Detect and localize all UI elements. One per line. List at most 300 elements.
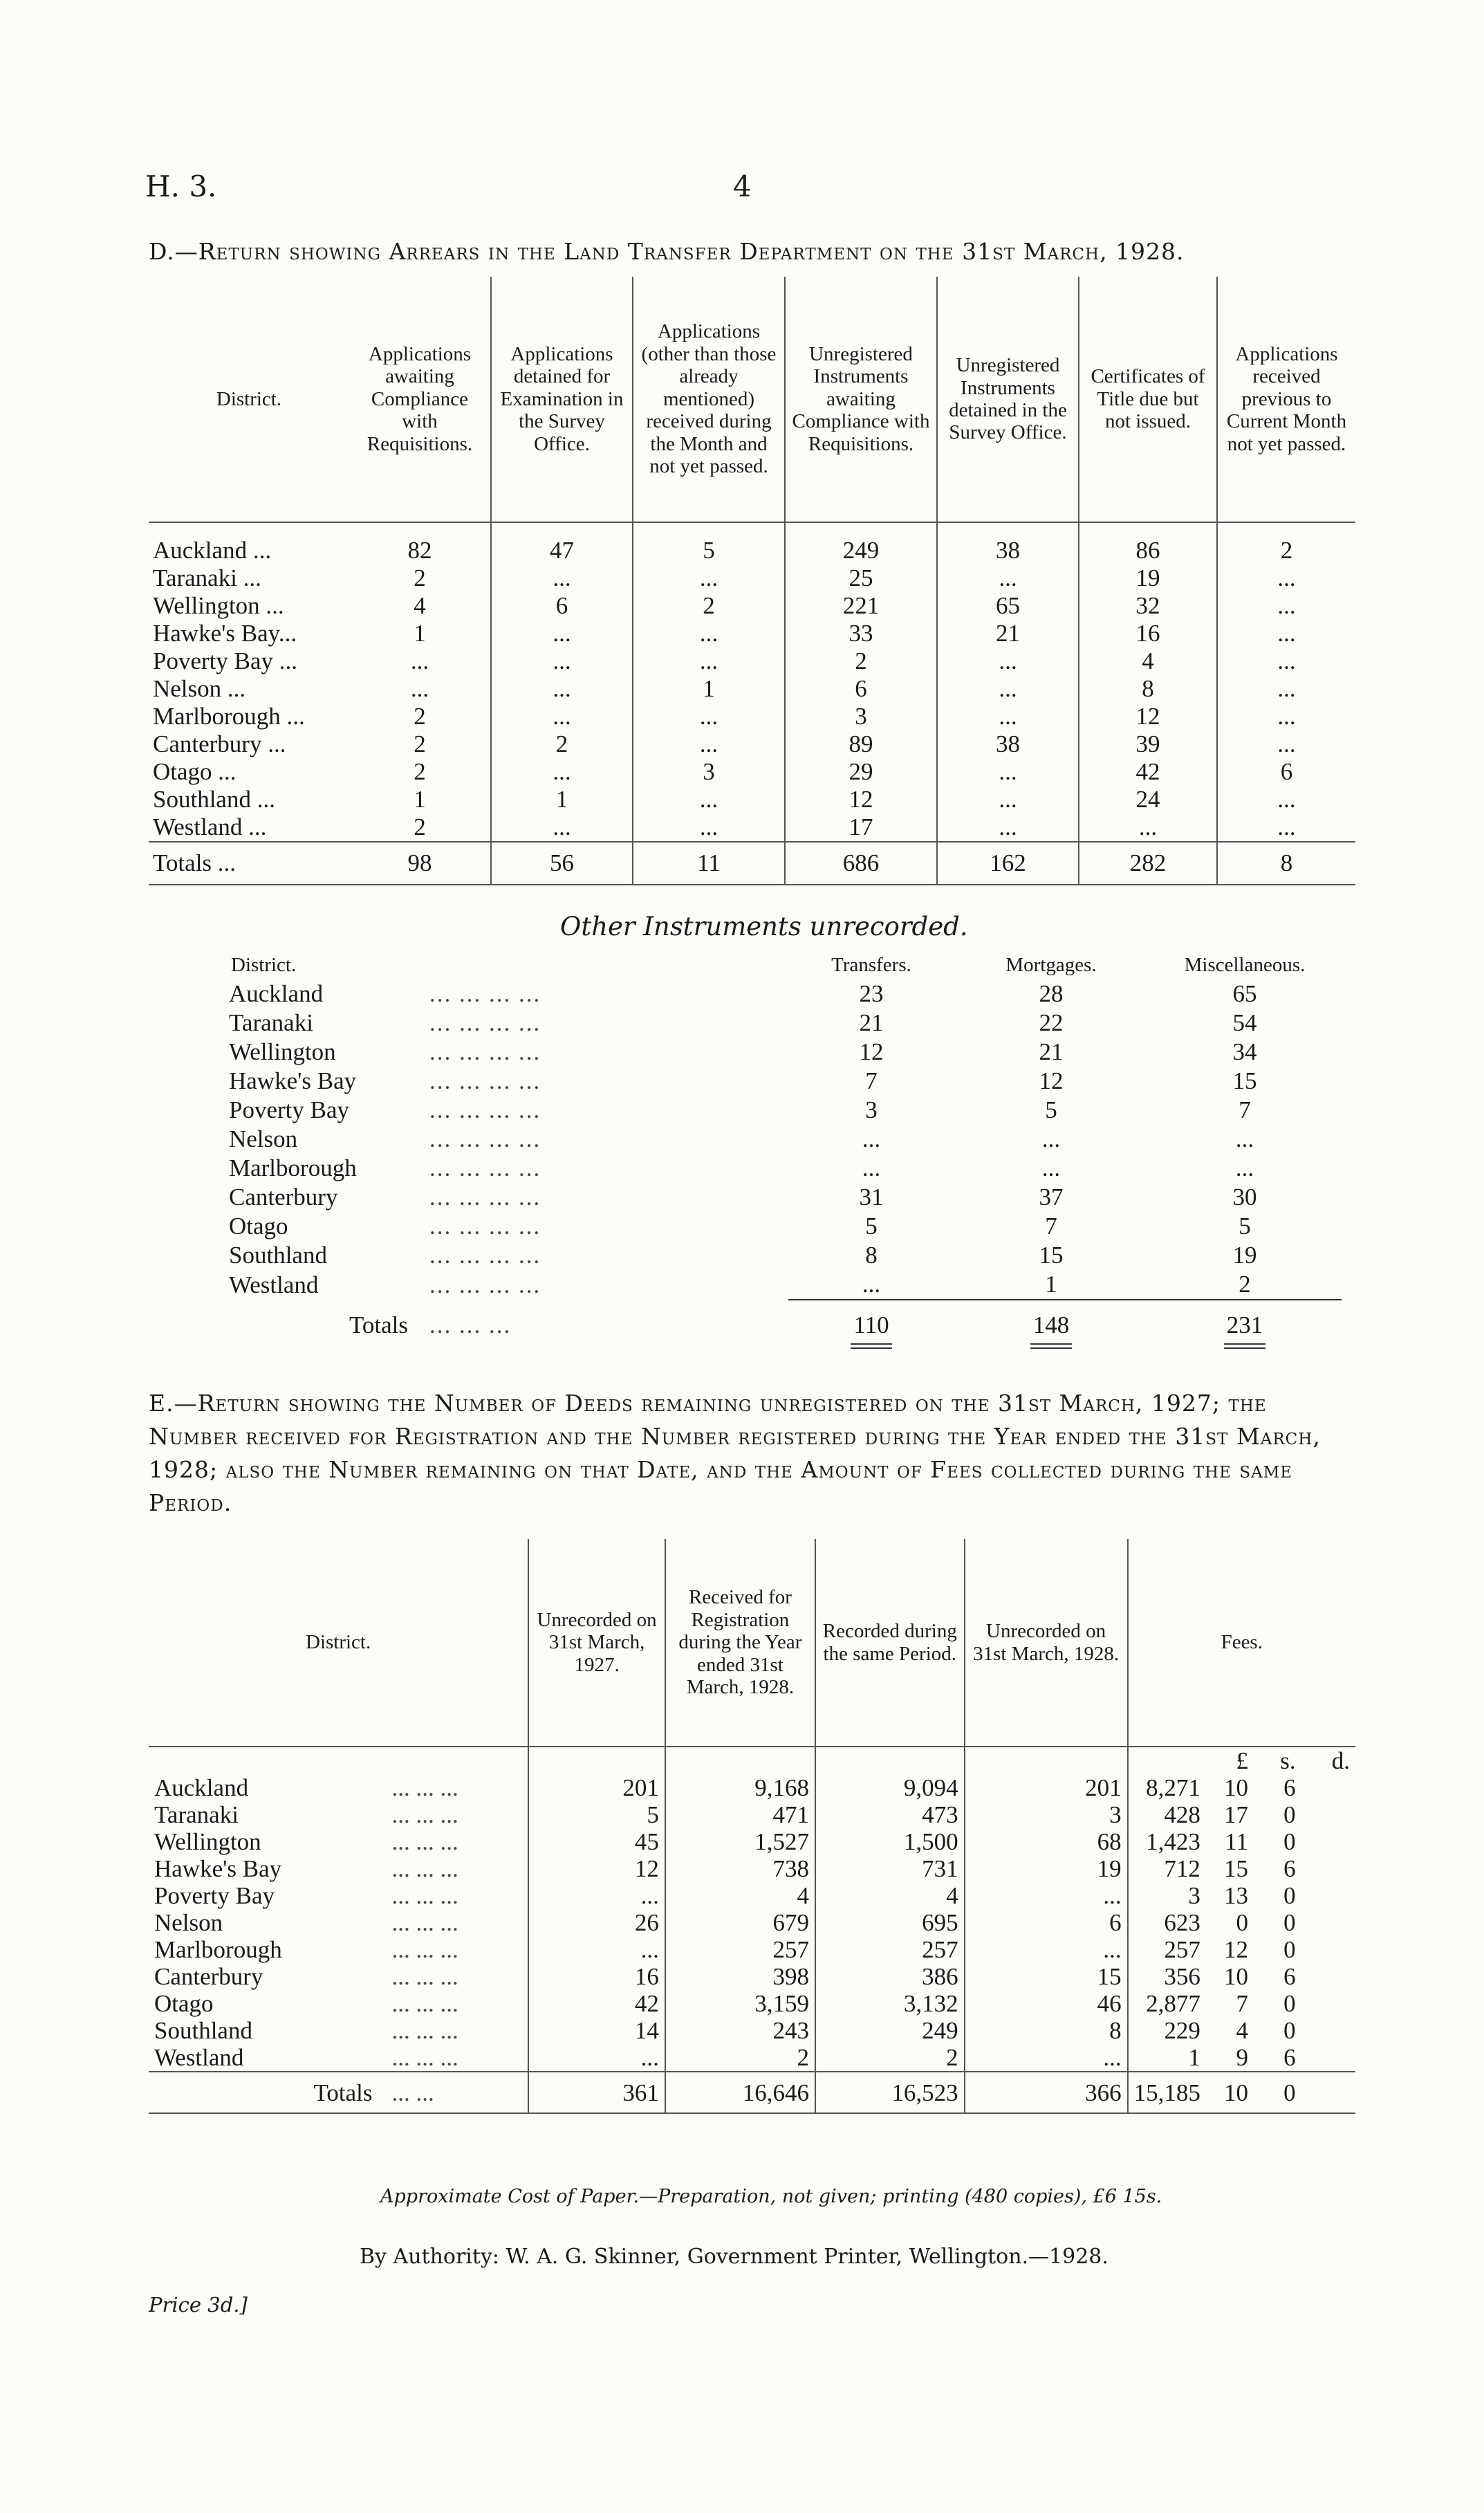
district-cell: Nelson xyxy=(154,1909,223,1936)
leader-dots: ... ... ... xyxy=(391,1882,458,1909)
shillings-unit: s. xyxy=(1280,1747,1296,1774)
total-cell: 231 xyxy=(1148,1300,1342,1350)
col-previous-not-passed: Applications received previous to Current Month not yet passed. xyxy=(1217,277,1355,522)
table-cell: ... xyxy=(410,647,429,674)
fee-shillings: 17 xyxy=(1223,1801,1248,1828)
totals-row xyxy=(149,2072,1355,2113)
cost-note: Approximate Cost of Paper.—Preparation, not given; printing (480 copies), £6 15s. xyxy=(380,2186,1162,2207)
district-cell: Westland ... xyxy=(153,813,267,840)
table-row xyxy=(228,1183,1342,1212)
page-header-code: H. 3. xyxy=(145,169,217,203)
fee-pounds: 8,271 xyxy=(1128,1774,1206,1801)
table-cell: 249 xyxy=(815,2017,965,2044)
table-cell: 2 xyxy=(414,730,426,757)
table-cell: 5 xyxy=(865,1213,878,1240)
table-cell: 23 xyxy=(859,980,884,1007)
table-cell: 28 xyxy=(1039,980,1064,1007)
table-cell: ... xyxy=(528,1882,665,1909)
district-cell: Marlborough xyxy=(154,1936,282,1963)
totals-row xyxy=(149,842,1355,885)
table-cell: 1 xyxy=(633,675,785,703)
table-cell: 6 xyxy=(965,1909,1128,1936)
table-cell: ... xyxy=(1217,620,1355,647)
fee-pounds: 2,877 xyxy=(1128,1990,1206,2017)
table-cell: 82 xyxy=(407,537,432,564)
table-cell: 695 xyxy=(815,1909,965,1936)
district-cell: Westland xyxy=(229,1271,319,1298)
district-cell: Canterbury xyxy=(154,1963,263,1990)
table-row xyxy=(228,1067,1342,1096)
table-cell: 68 xyxy=(965,1828,1128,1855)
leader-dots: ... ... ... ... xyxy=(429,1096,541,1123)
table-cell: 731 xyxy=(815,1855,965,1882)
table-cell: ... xyxy=(937,786,1079,813)
printer-authority: By Authority: W. A. G. Skinner, Government Printer, Wellington.—1928. xyxy=(360,2245,1109,2269)
table-cell: 2 xyxy=(785,647,937,675)
table-cell: 398 xyxy=(665,1963,815,1990)
table-cell: 21 xyxy=(1039,1038,1064,1065)
table-row xyxy=(149,564,1355,592)
table-cell: ... xyxy=(862,1154,881,1181)
table-cell: 32 xyxy=(1079,592,1217,620)
district-cell: Marlborough ... xyxy=(153,703,305,730)
table-cell: 361 xyxy=(528,2072,665,2113)
leader-dots: ... ... ... ... xyxy=(429,1067,541,1094)
table-cell: 7 xyxy=(1045,1213,1057,1240)
fee-shillings: 12 xyxy=(1223,1936,1248,1963)
table-cell: 2 xyxy=(414,703,426,730)
table-cell: ... xyxy=(633,564,785,592)
table-cell: 257 xyxy=(815,1936,965,1963)
table-cell: 38 xyxy=(937,522,1079,564)
table-cell: 15 xyxy=(965,1963,1128,1990)
district-cell: Auckland xyxy=(154,1774,249,1801)
fee-shillings: 10 xyxy=(1223,1963,1248,1990)
pounds-unit: £ xyxy=(1236,1747,1248,1774)
leader-dots: ... ... ... ... xyxy=(429,1038,541,1065)
table-cell: 6 xyxy=(1217,758,1355,786)
col-received: Received for Registration during the Year ended 31st March, 1928. xyxy=(665,1539,815,1747)
district-cell: Otago ... xyxy=(153,758,236,785)
table-row xyxy=(149,592,1355,620)
table-row xyxy=(149,730,1355,758)
fee-pence: 0 xyxy=(1283,2017,1296,2044)
district-cell: Taranaki xyxy=(229,1009,313,1036)
fee-pence: 0 xyxy=(1283,1828,1296,1855)
table-cell: 2 xyxy=(491,730,633,758)
total-cell: 282 xyxy=(1079,842,1217,885)
table-cell: ... xyxy=(633,620,785,647)
table-cell: ... xyxy=(1217,813,1355,842)
col-detained-survey: Applications detained for Examination in the Survey Office. xyxy=(491,277,633,522)
fee-pence: 6 xyxy=(1283,1774,1296,1801)
table-cell: 12 xyxy=(1079,703,1217,730)
table-cell: 2 xyxy=(815,2044,965,2072)
table-cell: 1,527 xyxy=(665,1828,815,1855)
col-district: District. xyxy=(149,277,349,522)
col-district: District. xyxy=(231,954,297,976)
table-row xyxy=(228,1038,1342,1067)
district-cell: Westland xyxy=(154,2044,244,2071)
table-cell: 257 xyxy=(665,1936,815,1963)
table-cell: ... xyxy=(491,703,633,730)
table-cell: 471 xyxy=(665,1801,815,1828)
col-transfers: Transfers. xyxy=(831,954,911,976)
district-cell: Otago xyxy=(154,1990,214,2017)
table-cell: 89 xyxy=(785,730,937,758)
fee-pounds: 623 xyxy=(1128,1909,1206,1936)
table-cell: ... xyxy=(1217,647,1355,675)
table-cell: ... xyxy=(1079,813,1217,842)
table-cell: ... xyxy=(633,786,785,813)
table-cell: 4 xyxy=(815,1882,965,1909)
fee-pounds: 356 xyxy=(1128,1963,1206,1990)
leader-dots: ... ... ... xyxy=(391,1828,458,1855)
fee-pence: 0 xyxy=(1283,1909,1296,1936)
district-cell: Southland ... xyxy=(153,786,275,813)
leader-dots: ... ... ... xyxy=(391,1855,458,1882)
section-d-title: D.—Return showing Arrears in the Land Transfer Department on the 31st March, 1928. xyxy=(149,238,1185,265)
table-cell: 386 xyxy=(815,1963,965,1990)
section-e-title: E.—Return showing the Number of Deeds remaining unregistered on the 31st March, 1927; the Number received for Registration and the Number registered during the Year ended the 31st March, 1928; also the Number remaining on that Date, and the Amount of Fees collected during the same Period. xyxy=(149,1390,1321,1516)
table-cell: ... xyxy=(965,1936,1128,1963)
fee-pence: 6 xyxy=(1283,1963,1296,1990)
table-cell: 249 xyxy=(785,522,937,564)
table-cell: 21 xyxy=(937,620,1079,647)
total-cell: 162 xyxy=(937,842,1079,885)
table-cell: ... xyxy=(937,564,1079,592)
table-cell: 46 xyxy=(965,1990,1128,2017)
table-cell: ... xyxy=(937,675,1079,703)
table-cell: ... xyxy=(1217,564,1355,592)
table-cell: ... xyxy=(633,647,785,675)
table-cell: ... xyxy=(491,758,633,786)
table-row xyxy=(228,1212,1342,1241)
table-cell: ... xyxy=(937,813,1079,842)
table-cell: 5 xyxy=(528,1801,665,1828)
district-cell: Canterbury xyxy=(229,1184,338,1211)
page-number: 4 xyxy=(733,169,752,203)
table-row xyxy=(228,1125,1342,1154)
table-cell: 2 xyxy=(414,813,426,840)
table-cell: ... xyxy=(633,703,785,730)
table-row xyxy=(149,1936,1355,1963)
fee-shillings: 0 xyxy=(1236,1909,1248,1936)
table-row xyxy=(149,675,1355,703)
table-cell: 39 xyxy=(1079,730,1217,758)
table-cell: 21 xyxy=(859,1009,884,1036)
table-cell: 42 xyxy=(1079,758,1217,786)
table-cell: 1 xyxy=(414,786,426,813)
table-row xyxy=(149,1963,1355,1990)
fee-shillings: 15 xyxy=(1223,1855,1248,1882)
table-cell: 42 xyxy=(528,1990,665,2017)
table-cell: ... xyxy=(491,813,633,842)
district-cell: Wellington xyxy=(229,1038,336,1065)
table-cell: 8 xyxy=(1079,675,1217,703)
fee-pence: 0 xyxy=(1283,1801,1296,1828)
totals-label: Totals ... xyxy=(149,842,349,885)
leader-dots: ... ... xyxy=(386,2072,528,2113)
table-cell: 26 xyxy=(528,1909,665,1936)
table-row xyxy=(149,620,1355,647)
table-cell: ... xyxy=(1217,592,1355,620)
table-cell: 33 xyxy=(785,620,937,647)
table-cell: 17 xyxy=(785,813,937,842)
table-cell: 15 xyxy=(1232,1067,1257,1094)
totals-row xyxy=(228,1300,1342,1350)
fee-pounds: 229 xyxy=(1128,2017,1206,2044)
district-cell: Otago xyxy=(229,1213,288,1240)
table-cell: 12 xyxy=(1039,1067,1064,1094)
table-cell: 14 xyxy=(528,2017,665,2044)
table-cell: 1,500 xyxy=(815,1828,965,1855)
table-row xyxy=(228,979,1342,1009)
table-cell: ... xyxy=(862,1125,881,1152)
table-cell: ... xyxy=(491,675,633,703)
leader-dots: ... ... ... xyxy=(429,1311,512,1338)
table-cell: 4 xyxy=(1079,647,1217,675)
fee-pounds: 1,423 xyxy=(1128,1828,1206,1855)
table-cell: 473 xyxy=(815,1801,965,1828)
district-cell: Hawke's Bay xyxy=(229,1067,357,1094)
leader-dots: ... ... ... ... xyxy=(429,980,541,1007)
table-cell: 3,159 xyxy=(665,1990,815,2017)
col-awaiting-compliance: Applications awaiting Compliance with Requisitions. xyxy=(349,277,491,522)
table-cell: 37 xyxy=(1039,1184,1064,1211)
leader-dots: ... ... ... xyxy=(391,1774,458,1801)
district-cell: Southland xyxy=(229,1242,327,1269)
table-cell: 221 xyxy=(785,592,937,620)
table-cell: 366 xyxy=(965,2072,1128,2113)
col-mortgages: Mortgages. xyxy=(1005,954,1097,976)
price-label: Price 3d.] xyxy=(149,2293,248,2317)
table-cell: 738 xyxy=(665,1855,815,1882)
fee-shillings: 9 xyxy=(1236,2044,1248,2071)
col-district: District. xyxy=(149,1539,528,1747)
table-cell: ... xyxy=(965,1882,1128,1909)
table-cell: 16,646 xyxy=(665,2072,815,2113)
table-row xyxy=(228,1154,1342,1183)
leader-dots: ... ... ... ... xyxy=(429,1184,541,1211)
table-cell: 243 xyxy=(665,2017,815,2044)
table-cell: 16,523 xyxy=(815,2072,965,2113)
table-cell: ... xyxy=(1235,1125,1254,1152)
table-cell: 5 xyxy=(1239,1213,1251,1240)
total-cell: 8 xyxy=(1217,842,1355,885)
leader-dots: ... ... ... xyxy=(391,1801,458,1828)
table-cell: 3 xyxy=(785,703,937,730)
table-cell: 201 xyxy=(965,1774,1128,1801)
table-cell: 2 xyxy=(414,564,426,591)
leader-dots: ... ... ... ... xyxy=(429,1009,541,1036)
table-cell: ... xyxy=(1217,703,1355,730)
table-cell: ... xyxy=(491,564,633,592)
table-cell: 65 xyxy=(1232,980,1257,1007)
table-cell: 86 xyxy=(1079,522,1217,564)
fee-pence: 0 xyxy=(1254,2072,1301,2113)
other-instruments-title: Other Instruments unrecorded. xyxy=(560,912,968,941)
fee-shillings: 13 xyxy=(1223,1882,1248,1909)
table-row xyxy=(149,813,1355,842)
district-cell: Taranaki ... xyxy=(153,564,261,591)
table-cell: 31 xyxy=(859,1184,884,1211)
table-cell: 34 xyxy=(1232,1038,1257,1065)
table-cell: ... xyxy=(937,758,1079,786)
col-fees: Fees. xyxy=(1128,1539,1355,1747)
leader-dots: ... ... ... ... xyxy=(429,1154,541,1181)
col-miscellaneous: Miscellaneous. xyxy=(1184,954,1306,976)
district-cell: Auckland ... xyxy=(153,537,272,564)
table-cell: 25 xyxy=(785,564,937,592)
table-cell: ... xyxy=(528,2044,665,2072)
table-cell: 3,132 xyxy=(815,1990,965,2017)
table-cell: ... xyxy=(491,647,633,675)
table-cell: 19 xyxy=(965,1855,1128,1882)
table-row xyxy=(149,1855,1355,1882)
table-cell: 9,094 xyxy=(815,1774,965,1801)
table-cell: 6 xyxy=(785,675,937,703)
fee-shillings: 4 xyxy=(1236,2017,1248,2044)
table-row xyxy=(149,1909,1355,1936)
table-cell: 16 xyxy=(528,1963,665,1990)
totals-label: Totals xyxy=(349,1311,408,1338)
table-cell: 12 xyxy=(859,1038,884,1065)
table-cell: ... xyxy=(491,620,633,647)
table-cell: 45 xyxy=(528,1828,665,1855)
table-cell: 3 xyxy=(965,1801,1128,1828)
table-cell: 3 xyxy=(633,758,785,786)
table-cell: ... xyxy=(528,1936,665,1963)
table-cell: 8 xyxy=(865,1242,878,1269)
district-cell: Auckland xyxy=(229,980,324,1007)
table-row xyxy=(149,703,1355,730)
table-cell: ... xyxy=(1217,786,1355,813)
table-cell: 38 xyxy=(937,730,1079,758)
table-row xyxy=(149,1774,1355,1801)
totals-label: Totals xyxy=(149,2072,386,2113)
table-cell: 65 xyxy=(937,592,1079,620)
table-row xyxy=(149,1882,1355,1909)
district-cell: Nelson ... xyxy=(153,675,246,702)
table-cell: 2 xyxy=(1217,522,1355,564)
fee-pence: 0 xyxy=(1283,1936,1296,1963)
table-cell: 201 xyxy=(528,1774,665,1801)
fee-shillings: 11 xyxy=(1225,1828,1248,1855)
table-cell: 2 xyxy=(414,758,426,785)
fee-shillings: 7 xyxy=(1236,1990,1248,2017)
district-cell: Hawke's Bay... xyxy=(153,620,297,647)
fee-pounds: 1 xyxy=(1128,2044,1206,2072)
table-cell: ... xyxy=(633,730,785,758)
table-cell: 12 xyxy=(528,1855,665,1882)
table-cell: 2 xyxy=(665,2044,815,2072)
leader-dots: ... ... ... ... xyxy=(429,1242,541,1269)
table-row xyxy=(149,647,1355,675)
table-cell: 679 xyxy=(665,1909,815,1936)
leader-dots: ... ... ... xyxy=(391,2044,458,2071)
district-cell: Wellington xyxy=(154,1828,261,1855)
fee-pence: 6 xyxy=(1283,2044,1296,2071)
total-cell: 11 xyxy=(633,842,785,885)
col-received-not-passed: Applications (other than those already mentioned) received during the Month and not yet passed. xyxy=(633,277,785,522)
district-cell: Marlborough xyxy=(229,1154,357,1181)
table-cell: ... xyxy=(1235,1154,1254,1181)
table-cell: 12 xyxy=(785,786,937,813)
table-row xyxy=(149,2017,1355,2044)
fee-pence: 0 xyxy=(1283,1882,1296,1909)
total-cell: 98 xyxy=(349,842,491,885)
table-cell: 16 xyxy=(1079,620,1217,647)
table-cell: 4 xyxy=(414,592,426,619)
table-cell: 1 xyxy=(1045,1271,1057,1298)
district-cell: Poverty Bay xyxy=(229,1096,350,1123)
table-cell: 54 xyxy=(1232,1009,1257,1036)
district-cell: Nelson xyxy=(229,1125,298,1152)
district-cell: Taranaki xyxy=(154,1801,239,1828)
table-cell: 7 xyxy=(1239,1096,1251,1123)
leader-dots: ... ... ... xyxy=(391,1963,458,1990)
fee-shillings: 10 xyxy=(1223,1774,1248,1801)
leader-dots: ... ... ... xyxy=(391,1990,458,2017)
fee-shillings: 10 xyxy=(1206,2072,1254,2113)
total-cell: 686 xyxy=(785,842,937,885)
leader-dots: ... ... ... xyxy=(391,1909,458,1936)
fee-pounds: 15,185 xyxy=(1128,2072,1206,2113)
leader-dots: ... ... ... xyxy=(391,2017,458,2044)
district-cell: Hawke's Bay xyxy=(154,1855,282,1882)
fee-pence: 0 xyxy=(1283,1990,1296,2017)
table-row xyxy=(228,1270,1342,1300)
leader-dots: ... ... ... ... xyxy=(429,1271,541,1298)
table-cell: ... xyxy=(937,647,1079,675)
table-cell: 19 xyxy=(1079,564,1217,592)
fee-pounds: 257 xyxy=(1128,1936,1206,1963)
fee-pounds: 428 xyxy=(1128,1801,1206,1828)
table-cell: 30 xyxy=(1232,1184,1257,1211)
deeds-table xyxy=(149,1539,1355,2114)
col-unregistered-awaiting: Unregistered Instruments awaiting Compliance with Requisitions. xyxy=(785,277,937,522)
fee-pounds: 712 xyxy=(1128,1855,1206,1882)
table-cell: 1 xyxy=(491,786,633,813)
table-cell: 7 xyxy=(865,1067,878,1094)
table-cell: ... xyxy=(1041,1154,1061,1181)
leader-dots: ... ... ... ... xyxy=(429,1125,541,1152)
district-cell: Wellington ... xyxy=(153,592,284,619)
table-row xyxy=(149,758,1355,786)
district-cell: Southland xyxy=(154,2017,252,2044)
col-unrecorded-1927: Unrecorded on 31st March, 1927. xyxy=(528,1539,665,1747)
table-cell: 19 xyxy=(1232,1242,1257,1269)
table-cell: ... xyxy=(965,2044,1128,2072)
col-recorded: Recorded during the same Period. xyxy=(815,1539,965,1747)
district-cell: Poverty Bay ... xyxy=(153,647,298,674)
arrears-table xyxy=(149,277,1355,885)
table-cell: ... xyxy=(1041,1125,1061,1152)
table-row xyxy=(228,1096,1342,1125)
table-cell: 47 xyxy=(491,522,633,564)
table-cell: 6 xyxy=(491,592,633,620)
table-row xyxy=(149,1828,1355,1855)
table-row xyxy=(149,2044,1355,2072)
table-cell: 15 xyxy=(1039,1242,1064,1269)
leader-dots: ... ... ... ... xyxy=(429,1213,541,1240)
table-cell: ... xyxy=(633,813,785,842)
leader-dots: ... ... ... xyxy=(391,1936,458,1963)
table-row xyxy=(149,1801,1355,1828)
table-cell: 24 xyxy=(1079,786,1217,813)
total-cell: 148 xyxy=(954,1300,1148,1350)
